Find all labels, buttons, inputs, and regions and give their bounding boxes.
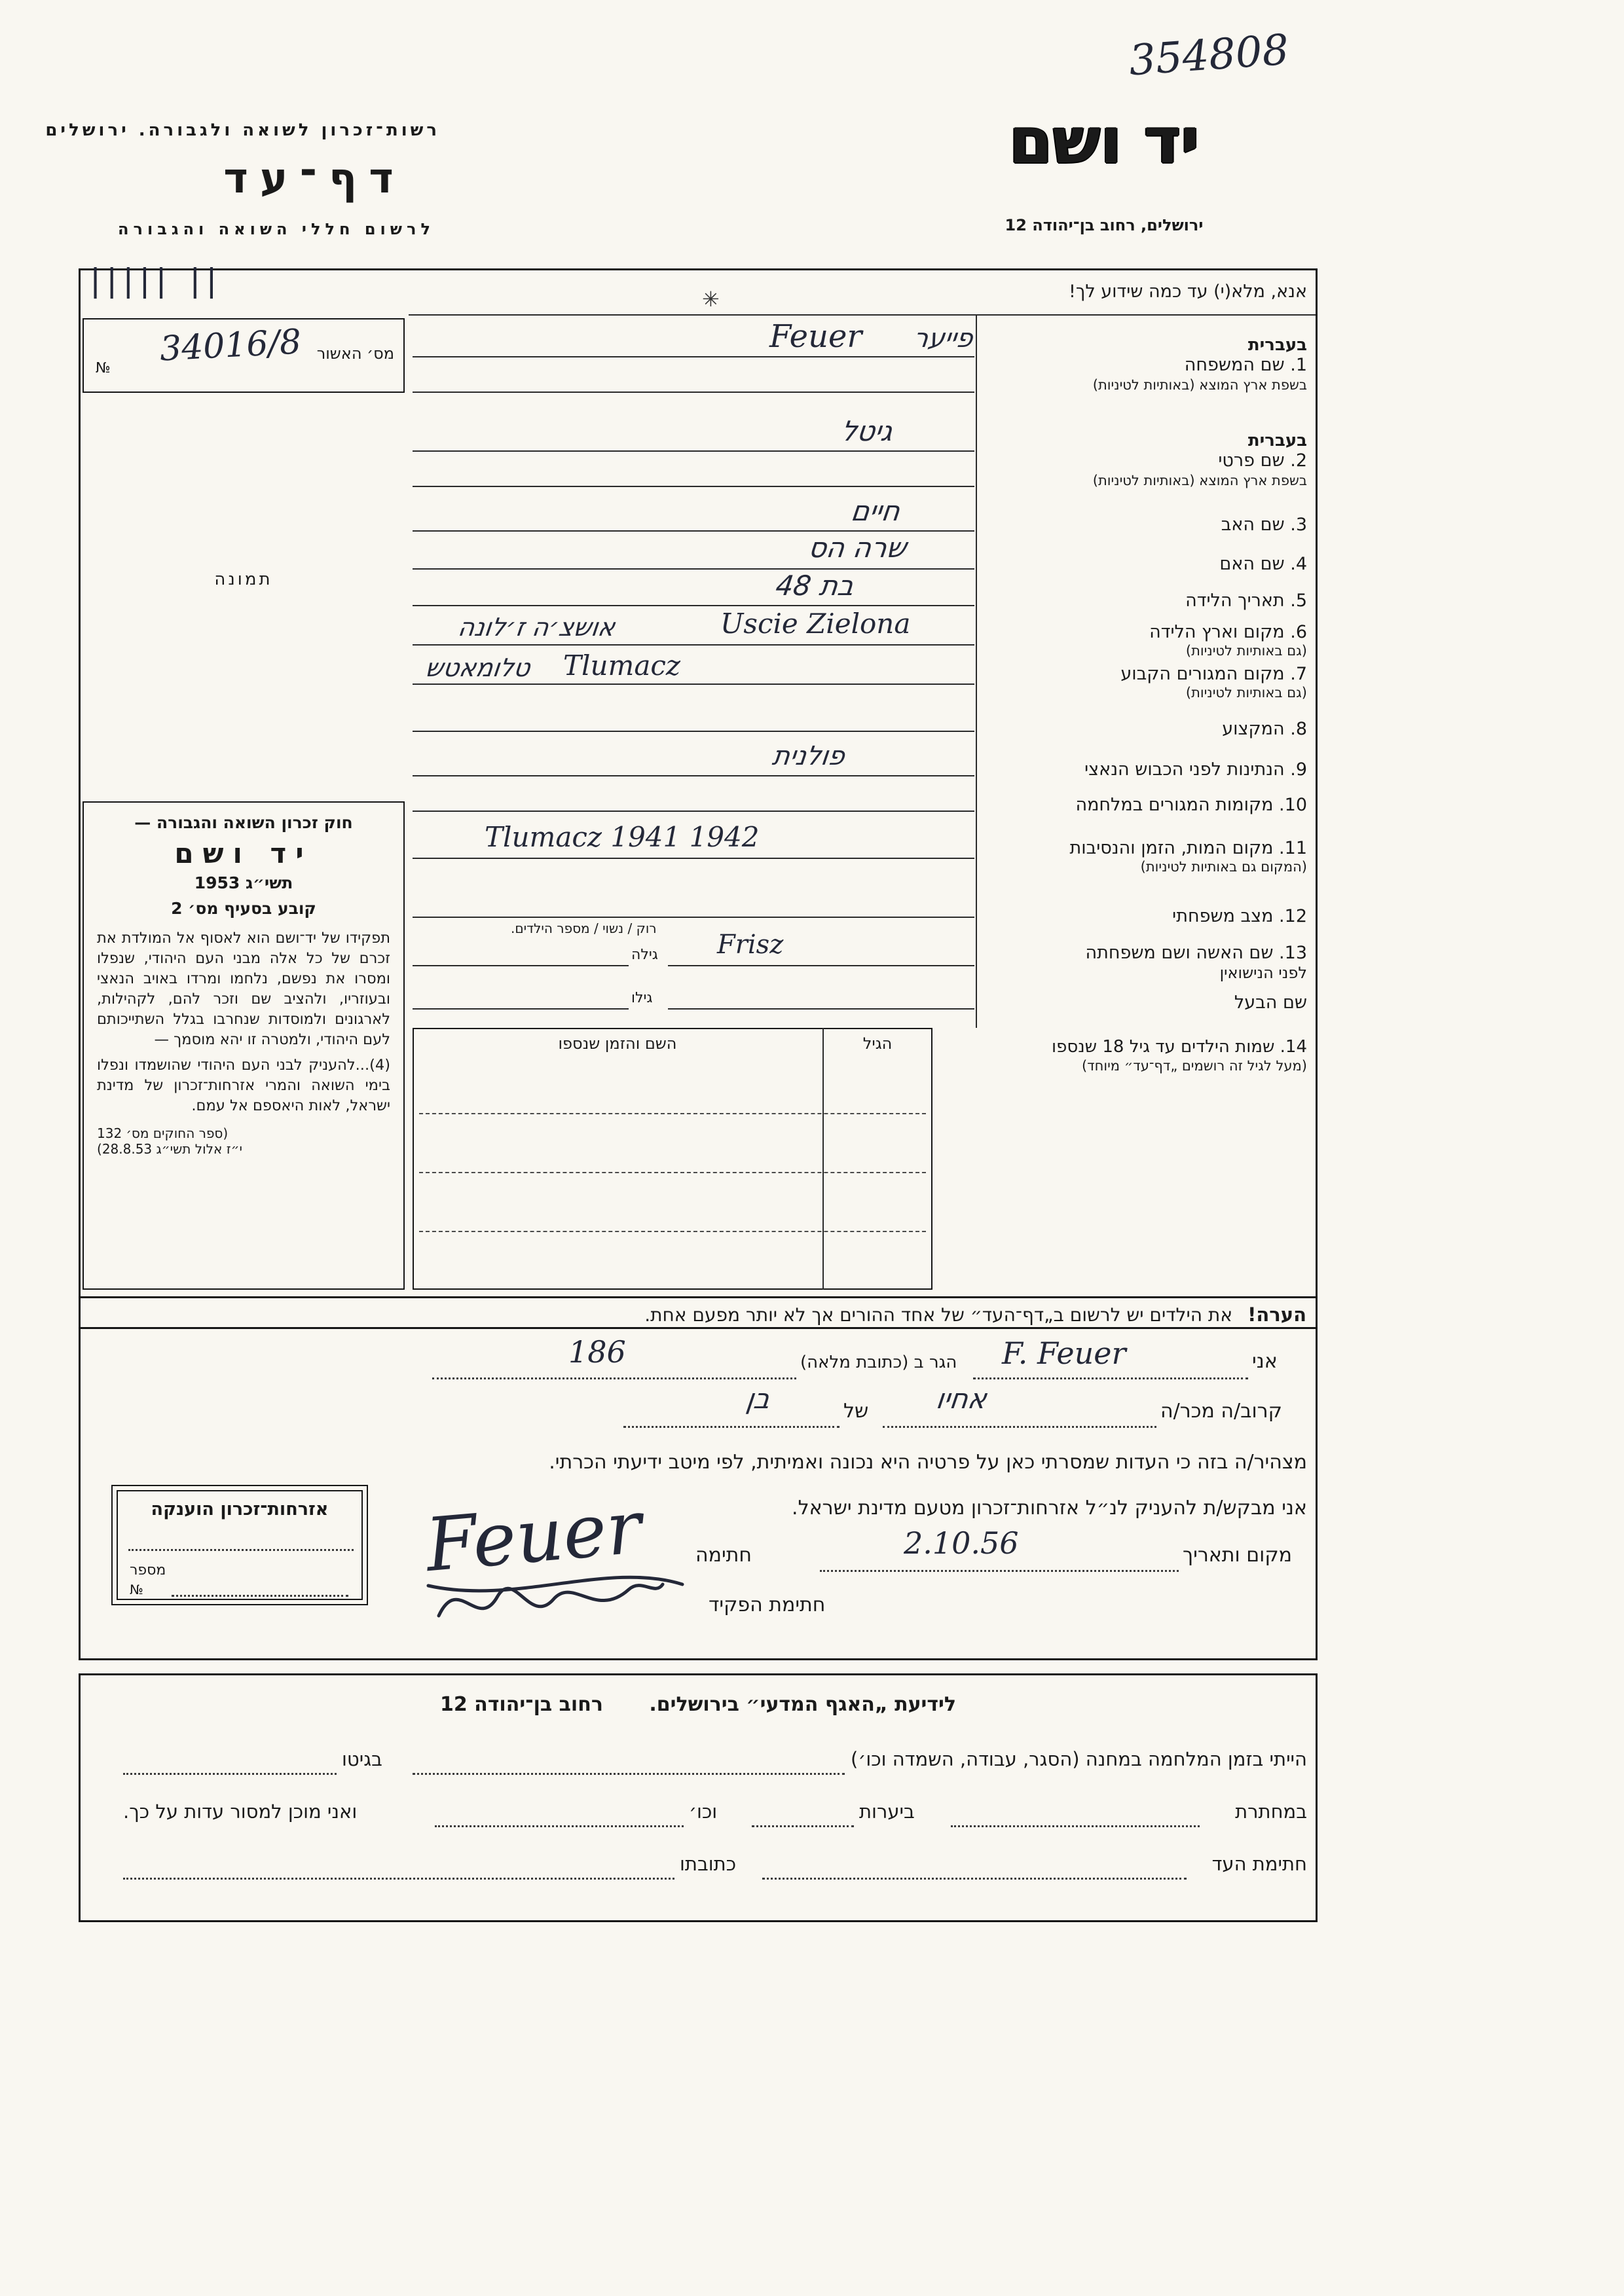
note-text: את הילדים יש לרשום ב„דף־העד״ של אחד ההורים אך לא יותר מפעם אחת.: [644, 1304, 1233, 1326]
field12-label: 12. מצב משפחתי: [1172, 906, 1307, 926]
witness-signature-footer-label: חתימת העד: [1211, 1853, 1307, 1875]
field13-label-cont: לפני הנישואין: [1219, 964, 1307, 982]
writing-line-death: [413, 858, 974, 859]
family-name-latin-entry: Feuer: [769, 318, 862, 355]
field7-label: 7. מקום המגורים הקבוע: [1120, 664, 1307, 684]
photo-label: תמונה: [214, 570, 273, 589]
her-age-label: גילה: [631, 947, 658, 963]
approval-number-entry: 34016/8: [158, 322, 303, 369]
field2-label: 2. שם פרטי: [1218, 450, 1307, 471]
stamp-number-label: מספר: [130, 1562, 166, 1578]
writing-line-birthdate: [413, 605, 974, 606]
writing-line-marital: [413, 917, 974, 918]
children-table-row-line: [419, 1172, 926, 1173]
memorial-citizenship-line: [128, 1549, 354, 1551]
form-title: דף־עד: [223, 155, 405, 203]
stamp-mark-icon: ✳: [702, 287, 720, 312]
residence-hebrew-entry: טלומאטש: [423, 653, 532, 682]
writing-line-first-name: [413, 450, 974, 452]
of-label: של: [843, 1400, 869, 1423]
clerk-signature-label: חתימת הפקיד: [709, 1594, 826, 1616]
writing-line-birthplace: [413, 644, 974, 646]
writing-line-husband-name: [668, 1008, 974, 1010]
house-number-entry: 186: [568, 1334, 626, 1370]
declarant-name-line: [973, 1377, 1248, 1379]
citizenship-entry: פולנית: [770, 741, 847, 771]
yad-vashem-logo: יד ושם: [1008, 104, 1200, 177]
field6-sublabel: (גם באותיות לטיניות): [1185, 643, 1307, 659]
ghetto-label: בגיטו: [342, 1748, 382, 1770]
law-heading-1: חוק זכרון השואה והגבורה —: [134, 813, 353, 832]
children-table-row-line: [419, 1113, 926, 1114]
footer-title-main: לידיעת „האגף המדעי״ בירושלים.: [649, 1693, 957, 1716]
residence-latin-entry: Tlumacz: [563, 649, 681, 682]
address-footer-label: כתובתו: [680, 1853, 737, 1875]
field2-hebrew-label: בעברית: [1247, 431, 1307, 450]
his-age-label: גילו: [631, 990, 653, 1006]
declaration-statement-1: מצהיר/ה בזה כי העדות שמסרתי כאן על פרטיה היא נכונה ואמיתית, לפי מיטב ידיעתי הכרתי.: [549, 1451, 1307, 1474]
law-body-text: תפקידו של יד־ושם הוא לאסוף אל המולדת את זכרם של כל אלה מבני העם היהודי, שנפלו ומסרו את נפשם, נלחמו ומרדו באויב הנאצי ובעוזריו, ולהציב שם וזכר להם, לקהילות, לארגונים ולמוסדות שנחרבו בגלל השתייכותם לעם היהודי, ולמטרה זו יהא מוסמך —: [97, 930, 390, 1049]
address-line: [432, 1377, 796, 1379]
writing-line-war-residences: [413, 811, 974, 812]
death-place-time-entry: Tlumacz 1941 1942: [485, 821, 760, 853]
law-heading-2: יד ושם: [174, 837, 313, 869]
children-table-column-divider: [822, 1028, 824, 1290]
writing-line-citizenship: [413, 775, 974, 776]
field2-sublabel: בשפת ארץ המוצא (באותיות לטיניות): [1092, 473, 1307, 488]
of-line: [623, 1426, 840, 1428]
approval-number-label: מס׳ האשור: [316, 344, 394, 363]
stamp-no-symbol: №: [130, 1582, 143, 1597]
footer-title-address: רחוב בן־יהודה 12: [439, 1693, 603, 1716]
field11-label: 11. מקום המות, הזמן והנסיבות: [1069, 838, 1307, 858]
field7-sublabel: (גם באותיות לטיניות): [1185, 685, 1307, 701]
footer-title: [79, 1693, 1318, 1716]
place-date-entry: 2.10.56: [904, 1525, 1019, 1561]
resides-label: הגר ב (כתובת מלאה): [800, 1353, 957, 1372]
field13-label: 13. שם האשה ושם משפחתה: [1085, 943, 1307, 963]
label-column-divider: [976, 314, 977, 1028]
writing-line-wife-name: [668, 965, 974, 966]
memorial-citizenship-title: אזרחות־זכרון הוענקה: [151, 1499, 329, 1520]
pen-tally-marks: ∣∣∣∣∣ ∣∣: [90, 264, 223, 304]
field6-label: 6. מקום וארץ הלידה: [1149, 622, 1307, 642]
forests-label: ביערות: [859, 1800, 915, 1823]
testify-label: ואני מוכן למסור עדות על כך.: [123, 1800, 358, 1823]
declaration-statement-2: אני מבקש/ת להעניק לנ״ל אזרחות־זכרון מטעם מדינת ישראל.: [792, 1497, 1307, 1520]
field14-label: 14. שמות הילדים עד גיל 18 שנספו: [1052, 1037, 1307, 1057]
field14-sublabel: (מעל לגיל זה רושמים „דף־עד״ מיוחד): [1081, 1058, 1307, 1074]
witness-signature-line: [762, 1878, 1187, 1880]
marital-status-caption: רוק / נשוי / מספר הילדים.: [511, 920, 657, 936]
clerk-signature-scribble: [432, 1570, 668, 1635]
field1-label: 1. שם המשפחה: [1184, 355, 1307, 375]
law-footnote-1: (ספר החוקים מס׳ 132: [97, 1125, 229, 1142]
writing-line-family-latin: [413, 356, 974, 357]
form-subtitle: לרשום חללי השואה והגבורה: [118, 220, 435, 238]
law-box: [83, 801, 405, 1290]
forests-line: [752, 1825, 854, 1827]
husband-name-label: שם הבעל: [1234, 993, 1307, 1013]
note-label: הערה!: [1247, 1303, 1306, 1326]
relation-line: [883, 1426, 1156, 1428]
birthplace-latin-entry: Uscie Zielona: [720, 608, 911, 640]
father-name-entry: חיים: [849, 495, 902, 527]
fill-instruction: אנא, מלא(י) עד כמה שידוע לך!: [1069, 282, 1307, 302]
law-footnote-2: י״ז אלול תשי״ג 28.8.53): [97, 1141, 242, 1157]
law-heading-3: תשי״ג 1953: [194, 873, 293, 892]
writing-line-her-age: [413, 965, 629, 966]
camp-label: הייתי בזמן המלחמה במחנה (הסגר, עבודה, השמדה וכו׳): [851, 1748, 1307, 1770]
children-table-row-line: [419, 1231, 926, 1232]
place-date-label: מקום ותאריך: [1183, 1544, 1292, 1567]
children-table: [413, 1028, 932, 1290]
field4-label: 4. שם האם: [1219, 554, 1307, 574]
wife-maiden-name-entry: Frisz: [717, 930, 784, 960]
underground-line: [951, 1825, 1200, 1827]
mother-name-entry: שרה הס: [806, 532, 909, 564]
first-name-entry: גיטל: [839, 415, 895, 447]
approval-no-symbol: №: [96, 360, 111, 376]
children-table-name-header: השם והזמן שנספו: [558, 1034, 677, 1053]
of-entry: בן: [744, 1383, 773, 1415]
field1-sublabel: בשפת ארץ המוצא (באותיות לטיניות): [1092, 377, 1307, 393]
serial-number-handwritten: 354808: [1127, 26, 1291, 86]
witness-signature-entry: Feuer: [422, 1484, 645, 1589]
field9-label: 9. הנתינות לפני הכבוש הנאצי: [1084, 759, 1307, 780]
camp-line: [413, 1773, 845, 1775]
law-clause-text: (4)...להעניק לבני העם היהודי שהושמדו ונפלו בימי השואה והמרי אזרחות־זכרון של מדינת ישראל, לאות היאספם אל עמם.: [97, 1057, 390, 1115]
birthplace-hebrew-entry: אושצ׳ה ז׳לונה: [456, 613, 617, 642]
writing-line-mother: [413, 568, 974, 570]
authority-title: רשות־זכרון לשואה ולגבורה. ירושלים: [45, 120, 440, 140]
i-label: אני: [1252, 1350, 1278, 1373]
memorial-citizenship-box: [111, 1485, 368, 1605]
family-name-hebrew-entry: פייער: [911, 323, 975, 354]
declarant-name-entry: F. Feuer: [1002, 1336, 1126, 1371]
note-band: [81, 1296, 1316, 1329]
field11-sublabel: (המקום גם באותיות לטיניות): [1140, 859, 1307, 875]
field10-label: 10. מקומות המגורים במלחמה: [1075, 795, 1307, 815]
writing-line-profession: [413, 731, 974, 732]
children-table-age-header: הגיל: [862, 1034, 893, 1053]
underground-label: במחתרת: [1235, 1800, 1307, 1823]
writing-line-his-age: [413, 1008, 629, 1010]
etc-label: וכו׳: [689, 1800, 718, 1823]
field1-hebrew-label: בעברית: [1247, 335, 1307, 355]
writing-line-residence: [413, 683, 974, 685]
field8-label: 8. המקצוע: [1222, 719, 1307, 739]
relative-label: קרוב/ה מכר/ה: [1160, 1400, 1282, 1423]
place-date-line: [820, 1570, 1179, 1572]
address-footer-line: [123, 1878, 674, 1880]
writing-line: [413, 392, 974, 393]
ghetto-line: [123, 1773, 337, 1775]
logo-address: ירושלים, רחוב בן־יהודה 12: [1005, 216, 1204, 234]
relation-entry: אחיו: [934, 1383, 989, 1415]
field5-label: 5. תאריך הלידה: [1185, 591, 1307, 611]
approval-number-box: [83, 318, 405, 393]
stamp-number-line: [172, 1595, 348, 1597]
law-heading-4: קובע בסעיף מס׳ 2: [171, 899, 316, 918]
writing-line: [413, 486, 974, 487]
birth-date-entry: בת 48: [773, 570, 857, 602]
field3-label: 3. שם האב: [1221, 515, 1307, 535]
etc-line: [435, 1825, 684, 1827]
signature-label: חתימה: [695, 1544, 752, 1567]
